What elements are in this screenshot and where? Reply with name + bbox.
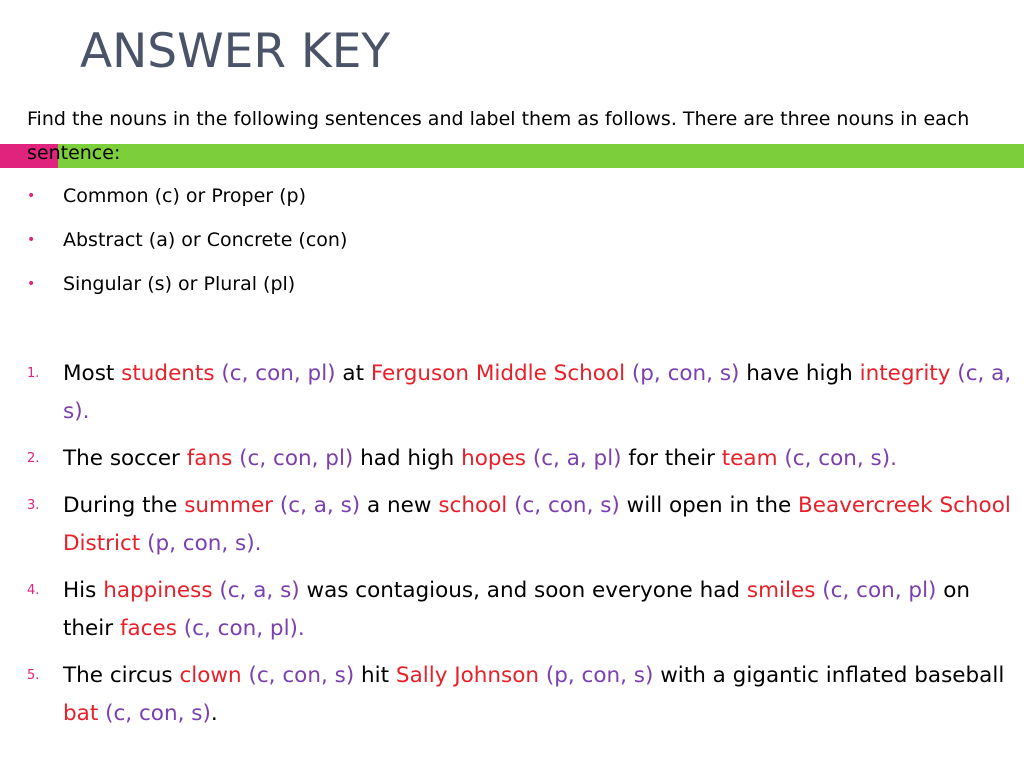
criteria-item — [27, 222, 347, 266]
bullet-icon: • — [27, 188, 36, 204]
answer-item — [27, 355, 1017, 431]
noun-label: (c, con, pl) — [232, 446, 354, 471]
sentence-text: hit — [354, 663, 396, 688]
noun-label: (p, con, s). — [140, 531, 262, 556]
sentence-text: During the — [63, 493, 185, 518]
sentence-text: with a gigantic inflated baseball — [653, 663, 1005, 688]
answer-item — [27, 572, 1017, 648]
noun-label: (p, con, s) — [538, 663, 654, 688]
noun-label: (c, a, s). — [63, 361, 1012, 424]
noun-label: (c, a, pl) — [526, 446, 622, 471]
instructions-text: Find the nouns in the following sentences and label them as follows. There are three nouns in each sentence: — [27, 108, 970, 164]
sentence-text: had high — [353, 446, 462, 471]
noun-word: bat — [63, 701, 99, 726]
answer-number: 1. — [27, 366, 40, 381]
answer-item — [27, 487, 1017, 563]
noun-word: happiness — [103, 578, 213, 603]
noun-label: (c, a, s) — [273, 493, 361, 518]
noun-label: (c, con, s) — [507, 493, 620, 518]
slide-title: ANSWER KEY — [80, 24, 391, 79]
noun-word: school — [438, 493, 508, 518]
sentence-text: . — [210, 701, 218, 726]
noun-label: (p, con, s) — [625, 361, 740, 386]
noun-label: (c, con, pl) — [214, 361, 336, 386]
sentence-text: was contagious, and soon everyone had — [299, 578, 747, 603]
criteria-item-label: Common (c) or Proper (p) — [63, 185, 307, 207]
criteria-list — [27, 178, 347, 310]
noun-word: Ferguson Middle School — [370, 361, 626, 386]
bullet-icon: • — [27, 276, 36, 292]
sentence-text: Most — [63, 361, 122, 386]
noun-label: (c, a, s) — [212, 578, 300, 603]
noun-word: hopes — [461, 446, 526, 471]
noun-word: students — [121, 361, 215, 386]
sentence-text: have high — [739, 361, 860, 386]
noun-label: (c, con, s) — [98, 701, 211, 726]
criteria-item-label: Abstract (a) or Concrete (con) — [63, 229, 348, 251]
sentence-text: The soccer — [63, 446, 187, 471]
sentence-text: on their — [63, 578, 971, 641]
answer-number: 4. — [27, 583, 40, 598]
bullet-icon: • — [27, 232, 36, 248]
answer-list — [27, 355, 1017, 742]
noun-label: (c, con, s) — [241, 663, 355, 688]
noun-label: (c, con, pl). — [176, 616, 305, 641]
sentence-text: will open in the — [619, 493, 799, 518]
answer-number: 5. — [27, 668, 40, 683]
noun-word: fans — [186, 446, 233, 471]
sentence-text: for their — [621, 446, 722, 471]
criteria-item — [27, 178, 347, 222]
noun-word: Beavercreek School District — [63, 493, 1011, 556]
answer-item — [27, 440, 1017, 478]
sentence-text: The circus — [63, 663, 180, 688]
noun-word: clown — [179, 663, 242, 688]
sentence-text: His — [63, 578, 104, 603]
sentence-text: at — [335, 361, 371, 386]
noun-word: integrity — [859, 361, 951, 386]
answer-number: 3. — [27, 498, 40, 513]
noun-label: (c, con, pl) — [815, 578, 937, 603]
sentence-text: a new — [360, 493, 439, 518]
noun-label: (c, con, s). — [777, 446, 897, 471]
answer-number: 2. — [27, 451, 40, 466]
answer-item — [27, 657, 1017, 733]
criteria-item-label: Singular (s) or Plural (pl) — [63, 273, 296, 295]
noun-word: Sally Johnson — [395, 663, 539, 688]
noun-word: summer — [184, 493, 274, 518]
noun-word: faces — [119, 616, 177, 641]
noun-word: team — [721, 446, 778, 471]
criteria-item — [27, 266, 347, 310]
noun-word: smiles — [746, 578, 816, 603]
